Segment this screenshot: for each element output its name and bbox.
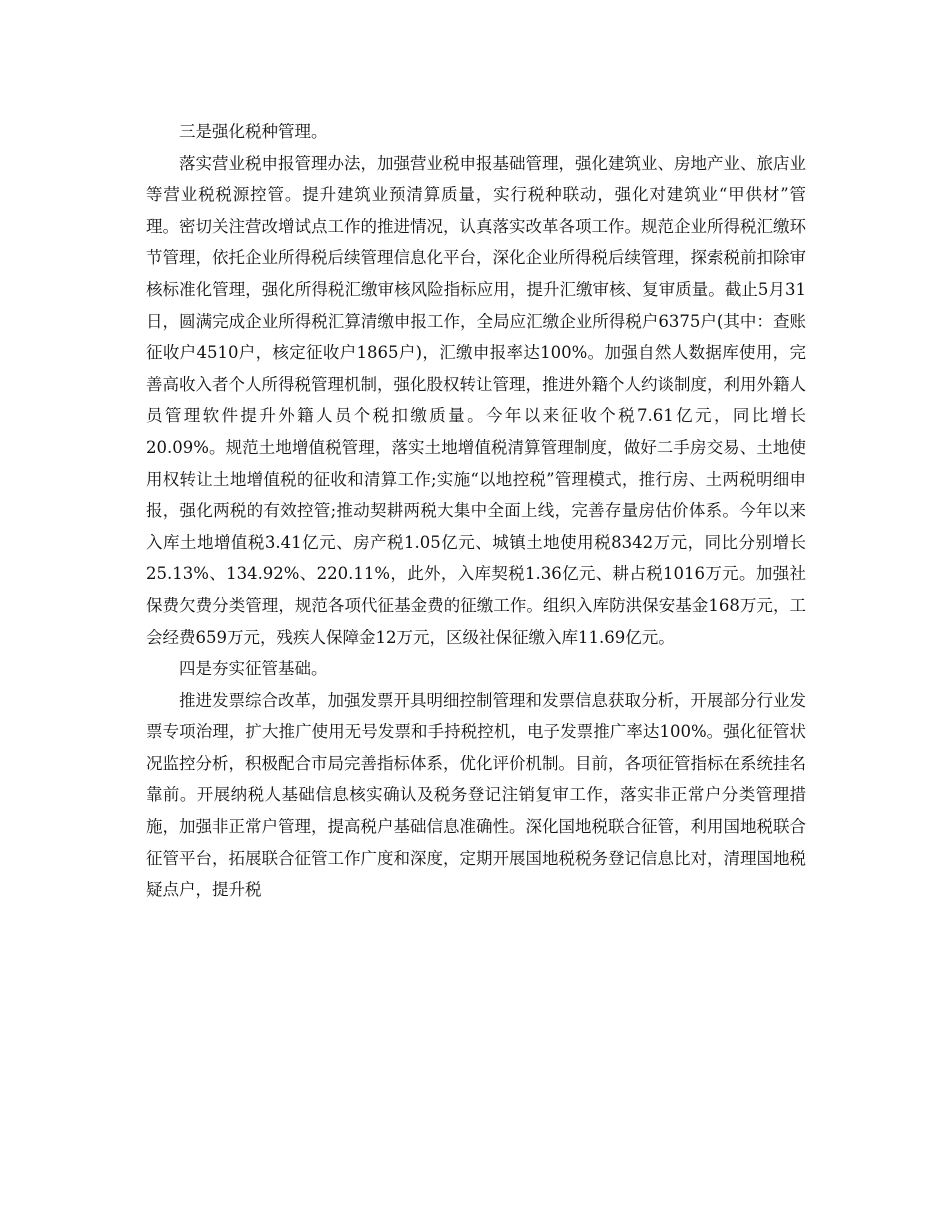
section-heading-tax-type-management: 三是强化税种管理。 [179,122,328,141]
document-body [146,116,806,906]
paragraph-tax-type-management: 落实营业税申报管理办法，加强营业税申报基础管理，强化建筑业、房地产业、旅店业等营业税税源控管。提升建筑业预清算质量，实行税种联动，强化对建筑业“甲供材”管理。密切关注营改增试点工作的推进情况，认真落实改革各项工作。规范企业所得税汇缴环节管理，依托企业所得税后续管理信息化平台，深化企业所得税后续管理，探索税前扣除审核标准化管理，强化所得税汇缴审核风险指标应用，提升汇缴审核、复审质量。截止5月31日，圆满完成企业所得税汇算清缴申报工作，全局应汇缴企业所得税户6375户(其中：查账征收户4510户，核定征收户1865户)，汇缴申报率达100%。加强自然人数据库使用，完善高收入者个人所得税管理机制，强化股权转让管理，推进外籍个人约谈制度，利用外籍人员管理软件提升外籍人员个税扣缴质量。今年以来征收个税7.61亿元，同比增长20.09%。规范土地增值税管理，落实土地增值税清算管理制度，做好二手房交易、土地使用权转让土地增值税的征收和清算工作;实施“以地控税”管理模式，推行房、土两税明细申报，强化两税的有效控管;推动契耕两税大集中全面上线，完善存量房估价体系。今年以来入库土地增值税3.41亿元、房产税1.05亿元、城镇土地使用税8342万元，同比分别增长25.13%、134.92%、220.11%，此外，入库契税1.36亿元、耕占税1016万元。加强社保费欠费分类管理，规范各项代征基金费的征缴工作。组织入库防洪保安基金168万元，工会经费659万元，残疾人保障金12万元，区级社保征缴入库11.69亿元。 [146,153,806,647]
paragraph-collection-foundation: 推进发票综合改革，加强发票开具明细控制管理和发票信息获取分析，开展部分行业发票专项治理，扩大推广使用无号发票和手持税控机，电子发票推广率达100%。强化征管状况监控分析，积极配合市局完善指标体系，优化评价机制。目前，各项征管指标在系统挂名靠前。开展纳税人基础信息核实确认及税务登记注销复审工作，落实非正常户分类管理措施，加强非正常户管理，提高税户基础信息准确性。深化国地税联合征管，利用国地税联合征管平台，拓展联合征管工作广度和深度，定期开展国地税税务登记信息比对，清理国地税疑点户，提升税 [146,690,806,900]
section-heading-collection-foundation: 四是夯实征管基础。 [179,659,328,679]
